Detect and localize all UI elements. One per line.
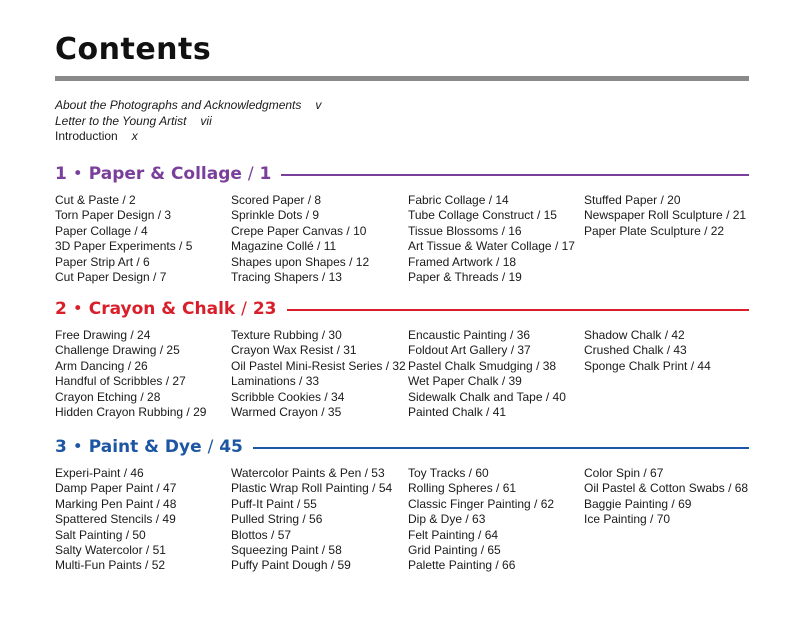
- title-rule: [55, 76, 749, 81]
- chapter-2-section: [55, 298, 749, 428]
- toc-entry[interactable]: Paper Plate Sculpture / 22: [584, 223, 725, 238]
- toc-entry[interactable]: Sidewalk Chalk and Tape / 40: [408, 389, 566, 404]
- toc-entry[interactable]: Toy Tracks / 60: [408, 466, 489, 480]
- toc-entry[interactable]: Marking Pen Paint / 48: [55, 496, 177, 511]
- chapter-3-section: [55, 436, 749, 581]
- toc-entry[interactable]: Tissue Blossoms / 16: [408, 223, 522, 238]
- chapter-page: 45: [219, 437, 243, 457]
- toc-entry[interactable]: Crepe Paper Canvas / 10: [231, 223, 367, 238]
- chapter-name: Paper & Collage: [88, 164, 242, 184]
- toc-entry[interactable]: Sponge Chalk Print / 44: [584, 358, 711, 373]
- toc-entry[interactable]: Arm Dancing / 26: [55, 358, 148, 373]
- toc-entry[interactable]: Damp Paper Paint / 47: [55, 481, 177, 496]
- entries-column-4: [584, 466, 748, 528]
- toc-entry[interactable]: Puffy Paint Dough / 59: [231, 558, 351, 573]
- toc-entry[interactable]: Hidden Crayon Rubbing / 29: [55, 405, 207, 420]
- toc-entry[interactable]: Palette Painting / 66: [408, 558, 516, 573]
- chapter-1-section: [55, 163, 749, 293]
- toc-entry[interactable]: Fabric Collage / 14: [408, 193, 509, 207]
- toc-entry[interactable]: Texture Rubbing / 30: [231, 328, 342, 342]
- toc-entry[interactable]: Wet Paper Chalk / 39: [408, 374, 522, 389]
- chapter-heading: [55, 163, 749, 185]
- toc-entry[interactable]: Shadow Chalk / 42: [584, 328, 685, 342]
- toc-entry[interactable]: Handful of Scribbles / 27: [55, 374, 186, 389]
- toc-entry[interactable]: Tracing Shapers / 13: [231, 270, 342, 285]
- toc-entry[interactable]: Blottos / 57: [231, 527, 292, 542]
- chapter-number: 2: [55, 299, 67, 319]
- toc-entry[interactable]: Warmed Crayon / 35: [231, 405, 342, 420]
- toc-entry[interactable]: Scribble Cookies / 34: [231, 389, 345, 404]
- toc-entry[interactable]: Sprinkle Dots / 9: [231, 208, 320, 223]
- entries-column-3: [408, 328, 566, 420]
- page-title: Contents: [55, 32, 212, 67]
- chapter-slash: /: [207, 437, 214, 457]
- toc-entry[interactable]: Rolling Spheres / 61: [408, 481, 517, 496]
- chapter-number: 1: [55, 164, 67, 184]
- toc-entry[interactable]: Cut Paper Design / 7: [55, 270, 167, 285]
- chapter-heading: [55, 298, 749, 320]
- chapter-entries: [55, 193, 749, 293]
- front-matter-title: Letter to the Young Artist: [55, 113, 187, 128]
- toc-entry[interactable]: Torn Paper Design / 3: [55, 208, 172, 223]
- chapter-heading: [55, 436, 749, 458]
- toc-entry[interactable]: Crushed Chalk / 43: [584, 343, 687, 358]
- front-matter-item[interactable]: [55, 114, 321, 130]
- chapter-entries: [55, 466, 749, 581]
- front-matter-page: x: [131, 129, 138, 143]
- chapter-name: Crayon & Chalk: [88, 299, 236, 319]
- toc-entry[interactable]: Baggie Painting / 69: [584, 496, 692, 511]
- entries-column-4: [584, 193, 746, 239]
- front-matter-page: v: [315, 98, 322, 112]
- toc-entry[interactable]: Cut & Paste / 2: [55, 193, 136, 207]
- chapter-title[interactable]: [55, 298, 287, 320]
- entries-column-1: [55, 193, 192, 285]
- toc-entry[interactable]: Pulled String / 56: [231, 512, 323, 527]
- front-matter: [55, 98, 321, 145]
- chapter-title[interactable]: [55, 163, 281, 185]
- toc-entry[interactable]: Salt Painting / 50: [55, 527, 146, 542]
- toc-entry[interactable]: Tube Collage Construct / 15: [408, 208, 557, 223]
- entries-column-3: [408, 193, 575, 285]
- entries-column-1: [55, 466, 176, 574]
- front-matter-item[interactable]: [55, 98, 321, 114]
- toc-entry[interactable]: Foldout Art Gallery / 37: [408, 343, 531, 358]
- toc-entry[interactable]: Art Tissue & Water Collage / 17: [408, 239, 575, 254]
- entries-column-4: [584, 328, 711, 374]
- toc-entry[interactable]: Paper & Threads / 19: [408, 270, 522, 285]
- chapter-bullet: •: [72, 437, 83, 457]
- chapter-name: Paint & Dye: [88, 437, 202, 457]
- front-matter-title: About the Photographs and Acknowledgments: [55, 98, 302, 112]
- toc-entry[interactable]: Laminations / 33: [231, 374, 320, 389]
- toc-entry[interactable]: 3D Paper Experiments / 5: [55, 239, 193, 254]
- toc-entry[interactable]: Scored Paper / 8: [231, 193, 322, 207]
- front-matter-title: Introduction: [55, 129, 118, 143]
- toc-entry[interactable]: Dip & Dye / 63: [408, 512, 486, 527]
- toc-entry[interactable]: Squeezing Paint / 58: [231, 543, 342, 558]
- toc-entry[interactable]: Puff-It Paint / 55: [231, 496, 317, 511]
- toc-entry[interactable]: Ice Painting / 70: [584, 512, 671, 527]
- toc-entry[interactable]: Stuffed Paper / 20: [584, 193, 681, 207]
- entries-column-2: [231, 466, 392, 574]
- toc-entry[interactable]: Classic Finger Painting / 62: [408, 496, 555, 511]
- entries-column-2: [231, 328, 406, 420]
- chapter-page: 23: [252, 299, 277, 319]
- toc-entry[interactable]: Paper Collage / 4: [55, 223, 148, 238]
- entries-column-2: [231, 193, 369, 285]
- entries-column-3: [408, 466, 554, 574]
- toc-entry[interactable]: Oil Pastel & Cotton Swabs / 68: [584, 481, 749, 496]
- toc-entry[interactable]: Framed Artwork / 18: [408, 254, 517, 269]
- toc-entry[interactable]: Challenge Drawing / 25: [55, 343, 180, 358]
- toc-entry[interactable]: Painted Chalk / 41: [408, 405, 507, 420]
- toc-entry[interactable]: Free Drawing / 24: [55, 328, 151, 342]
- toc-entry[interactable]: Experi-Paint / 46: [55, 466, 144, 480]
- toc-entry[interactable]: Grid Painting / 65: [408, 543, 501, 558]
- toc-entry[interactable]: Watercolor Paints & Pen / 53: [231, 466, 385, 480]
- toc-entry[interactable]: Plastic Wrap Roll Painting / 54: [231, 481, 393, 496]
- toc-entry[interactable]: Oil Pastel Mini-Resist Series / 32: [231, 358, 406, 373]
- front-matter-page: vii: [200, 113, 212, 128]
- toc-entry[interactable]: Spattered Stencils / 49: [55, 512, 176, 527]
- toc-entry[interactable]: Salty Watercolor / 51: [55, 543, 166, 558]
- chapter-page: 1: [259, 164, 272, 184]
- chapter-slash: /: [241, 299, 247, 319]
- toc-entry[interactable]: Newspaper Roll Sculpture / 21: [584, 208, 747, 223]
- chapter-bullet: •: [72, 299, 83, 319]
- toc-entry[interactable]: Magazine Collé / 11: [231, 239, 337, 254]
- entries-column-1: [55, 328, 206, 420]
- toc-entry[interactable]: Multi-Fun Paints / 52: [55, 558, 166, 573]
- toc-entry[interactable]: Crayon Etching / 28: [55, 389, 161, 404]
- toc-entry[interactable]: Paper Strip Art / 6: [55, 254, 150, 269]
- toc-entry[interactable]: Pastel Chalk Smudging / 38: [408, 358, 557, 373]
- toc-entry[interactable]: Color Spin / 67: [584, 466, 664, 480]
- front-matter-item[interactable]: [55, 129, 321, 145]
- chapter-title[interactable]: [55, 436, 253, 458]
- chapter-number: 3: [55, 437, 67, 457]
- toc-entry[interactable]: Encaustic Painting / 36: [408, 328, 531, 342]
- toc-entry[interactable]: Felt Painting / 64: [408, 527, 499, 542]
- chapter-slash: /: [247, 164, 254, 184]
- chapter-bullet: •: [72, 164, 83, 184]
- chapter-entries: [55, 328, 749, 428]
- toc-entry[interactable]: Shapes upon Shapes / 12: [231, 254, 370, 269]
- toc-entry[interactable]: Crayon Wax Resist / 31: [231, 343, 357, 358]
